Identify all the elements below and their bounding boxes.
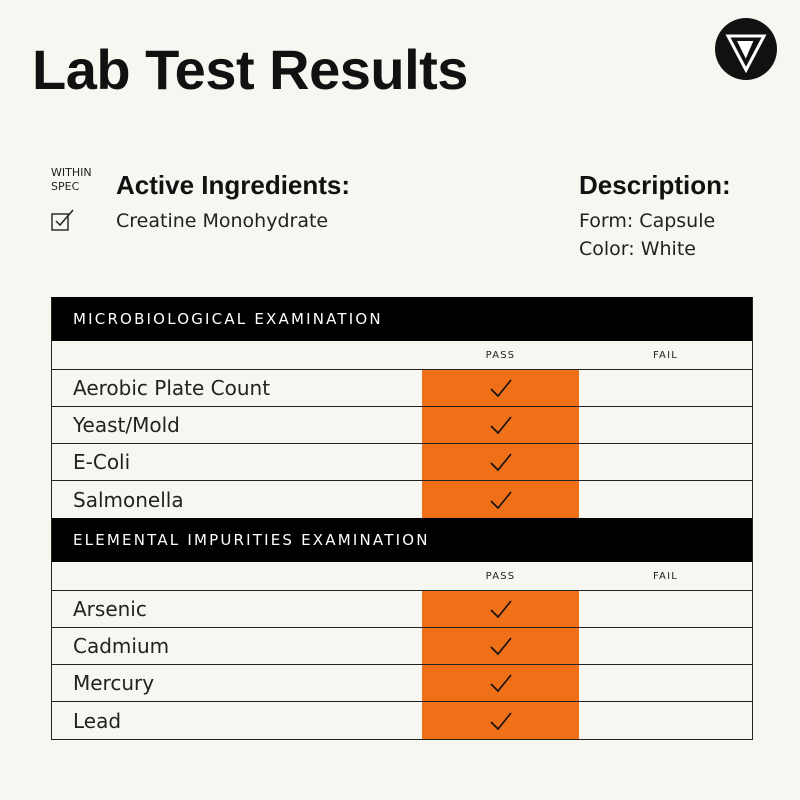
description-color: Color: White: [579, 238, 696, 260]
pass-cell: [422, 591, 579, 627]
v-chevron-logo-icon: [715, 18, 777, 80]
table-row: [52, 370, 752, 407]
pass-column-label: PASS: [485, 349, 516, 361]
pass-cell: [422, 665, 579, 701]
fail-cell: [579, 370, 752, 406]
within-spec-line1: WITHIN: [51, 166, 92, 179]
test-name: Yeast/Mold: [73, 413, 180, 437]
table-row: [52, 591, 752, 628]
table-row: [52, 665, 752, 702]
table-row: [52, 481, 752, 518]
pass-cell: [422, 407, 579, 443]
test-name: Salmonella: [73, 487, 184, 512]
checkmark-icon: [488, 451, 514, 473]
page-title: Lab Test Results: [32, 38, 468, 101]
description-form: Form: Capsule: [579, 210, 716, 232]
pass-cell: [422, 628, 579, 664]
checkbox-checked-icon: [51, 208, 75, 232]
section-header-elemental-impurities: ELEMENTAL IMPURITIES EXAMINATION: [52, 518, 752, 562]
checkmark-icon: [488, 489, 514, 511]
within-spec-label: [51, 166, 92, 194]
test-name: Cadmium: [73, 634, 170, 658]
test-name: Lead: [73, 708, 122, 733]
checkmark-icon: [488, 377, 514, 399]
table-row: [52, 702, 752, 739]
within-spec-line2: SPEC: [51, 180, 80, 193]
column-header-row: [52, 562, 752, 591]
table-row: [52, 628, 752, 665]
test-name: Mercury: [73, 671, 155, 695]
table-row: [52, 444, 752, 481]
test-name: Aerobic Plate Count: [73, 376, 271, 400]
pass-column-label: PASS: [485, 570, 516, 582]
pass-cell: [422, 702, 579, 739]
checkmark-icon: [488, 710, 514, 732]
fail-cell: [579, 628, 752, 664]
section-header-microbiological: MICROBIOLOGICAL EXAMINATION: [52, 297, 752, 341]
results-table: [51, 297, 753, 740]
test-name: E-Coli: [73, 450, 131, 474]
fail-cell: [579, 591, 752, 627]
column-header-row: [52, 341, 752, 370]
fail-cell: [579, 481, 752, 518]
checkmark-icon: [488, 598, 514, 620]
active-ingredients-heading: Active Ingredients:: [116, 170, 351, 200]
checkmark-icon: [488, 672, 514, 694]
checkmark-icon: [488, 414, 514, 436]
fail-cell: [579, 407, 752, 443]
pass-cell: [422, 444, 579, 480]
fail-column-label: FAIL: [653, 570, 678, 582]
fail-cell: [579, 702, 752, 739]
fail-cell: [579, 665, 752, 701]
pass-cell: [422, 481, 579, 518]
table-row: [52, 407, 752, 444]
active-ingredients-value: Creatine Monohydrate: [116, 210, 329, 232]
fail-cell: [579, 444, 752, 480]
checkmark-icon: [488, 635, 514, 657]
description-heading: Description:: [579, 170, 731, 200]
test-name: Arsenic: [73, 597, 147, 621]
fail-column-label: FAIL: [653, 349, 678, 361]
pass-cell: [422, 370, 579, 406]
